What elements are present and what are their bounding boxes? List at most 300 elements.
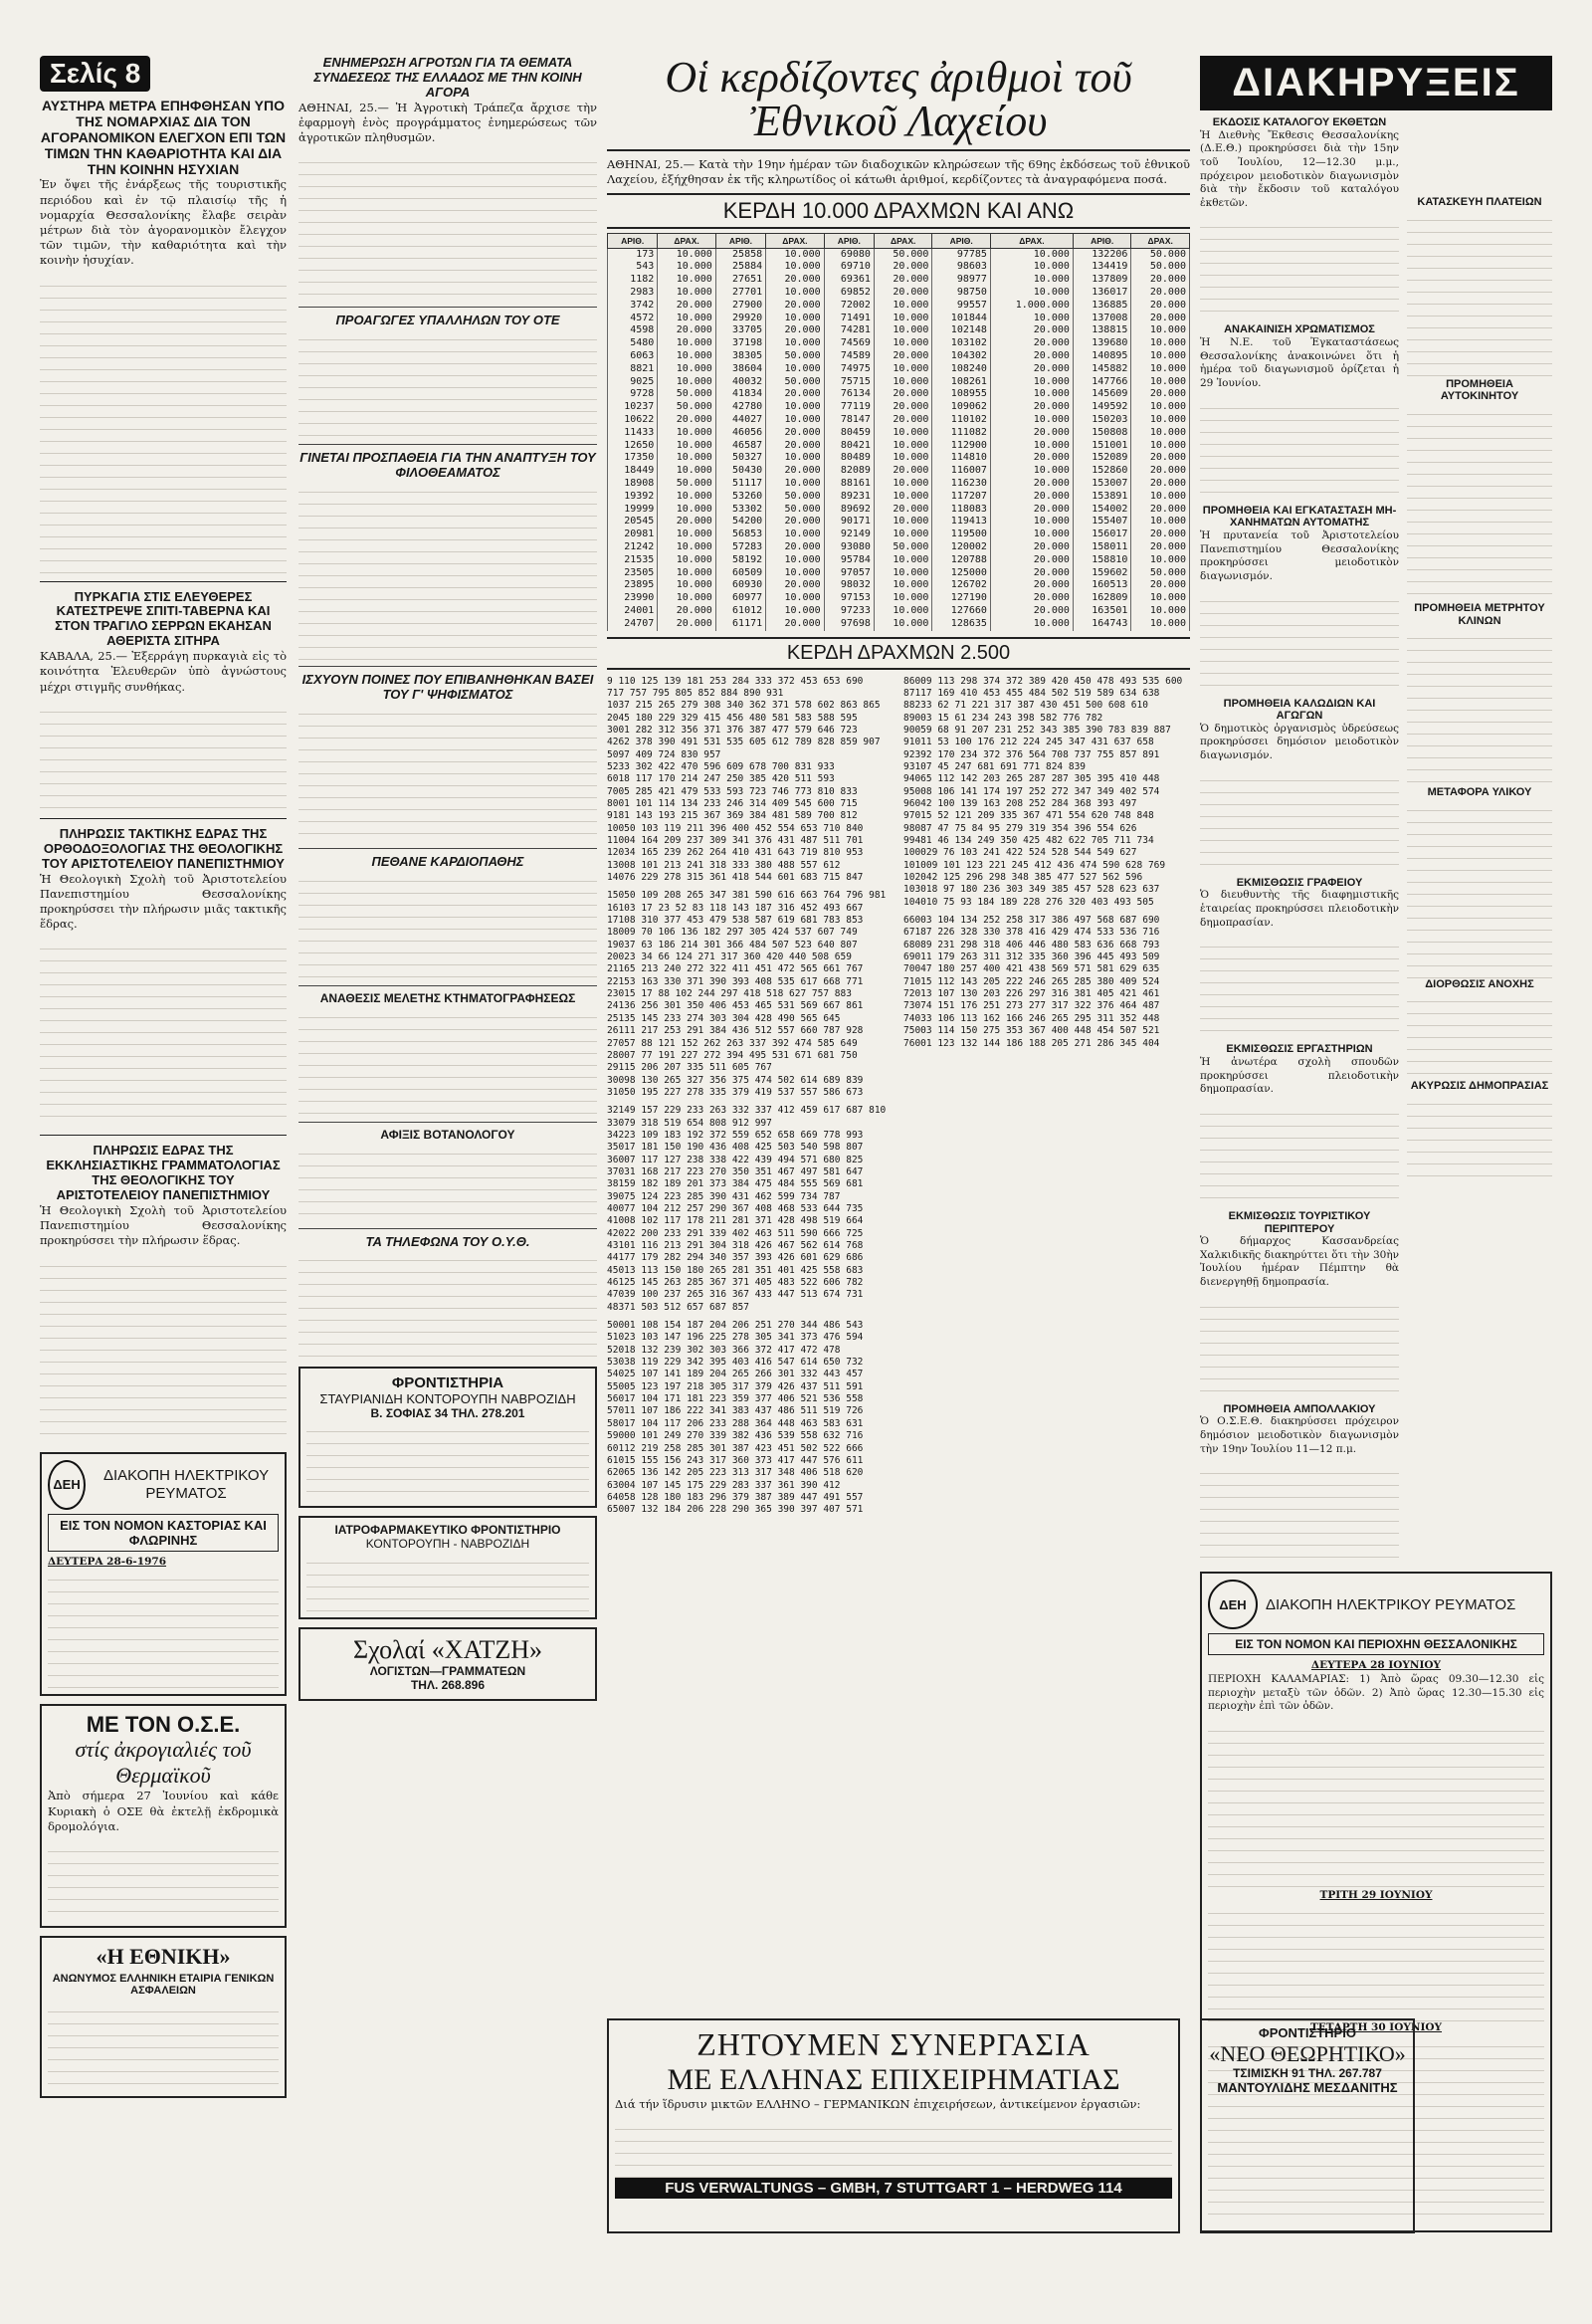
notice-title: ΑΚΥΡΩΣΙΣ ΔΗΜΟΠΡΑΣΙΑΣ xyxy=(1410,1080,1549,1093)
lottery-cell: 10.000 xyxy=(874,363,931,376)
lottery-cell: 90171 xyxy=(824,516,874,528)
lottery-cell: 4598 xyxy=(608,324,658,337)
headline-cardiac: ΠΕΘΑΝΕ ΚΑΡΔΙΟΠΑΘΗΣ xyxy=(371,854,524,870)
lottery-row xyxy=(608,401,1190,414)
lottery-cell: 27701 xyxy=(715,287,765,300)
lottery-cell: 158011 xyxy=(1073,541,1130,554)
headline-chair-theology: ΠΛΗΡΩΣΙΣ ΤΑΚΤΙΚΗΣ ΕΔΡΑΣ ΤΗΣ ΟΡΘΟΔΟΞΟΛΟΓΙΑΣ ΤΗΣ ΘΕΟΛΟΓΙΚΗΣ ΤΟΥ ΑΡΙΣΤΟΤΕΛΕΙΟΥ ΠΑΝΕΠΙΣΤΗΜΙΟΥ xyxy=(42,825,285,871)
frontistiria-title: ΦΡΟΝΤΙΣΤΗΡΙΑ xyxy=(391,1374,504,1392)
lottery-title: Οἱ κερδίζοντες ἀριθμοὶ τοῦ Ἐθνικοῦ Λαχείου xyxy=(607,56,1190,151)
lottery-cell: 10.000 xyxy=(766,287,824,300)
lottery-cell: 10.000 xyxy=(658,363,715,376)
lottery-cell: 60930 xyxy=(715,579,765,592)
column-notices xyxy=(1200,56,1552,2240)
lottery-cell: 10.000 xyxy=(658,491,715,504)
lottery-cell: 10.000 xyxy=(990,248,1073,261)
lottery-cell: 20.000 xyxy=(658,605,715,618)
lottery-cell: 20.000 xyxy=(766,388,824,401)
lottery-k2-title: ΚΕΡΔΗ ΔΡΑΧΜΩΝ 2.500 xyxy=(607,637,1190,670)
ethniki-subtitle: ΑΝΩΝΥΜΟΣ ΕΛΛΗΝΙΚΗ ΕΤΑΙΡΙΑ ΓΕΝΙΚΩΝ ΑΣΦΑΛΕΙΩΝ xyxy=(52,1973,275,1998)
lottery-cell: 10.000 xyxy=(1131,363,1190,376)
lottery-cell: 20.000 xyxy=(766,516,824,528)
lottery-cell: 20.000 xyxy=(990,363,1073,376)
cooperation-subtitle: ΜΕ ΕΛΛΗΝΑΣ ΕΠΙΧΕΙΡΗΜΑΤΙΑΣ xyxy=(667,2063,1120,2096)
lottery-cell: 10.000 xyxy=(874,491,931,504)
lottery-cell: 10.000 xyxy=(990,440,1073,453)
notice-body xyxy=(1200,590,1399,690)
lottery-cell: 50.000 xyxy=(766,491,824,504)
lottery-cell: 97153 xyxy=(824,592,874,605)
lottery-cell: 10.000 xyxy=(874,618,931,631)
lottery-cell: 24707 xyxy=(608,618,658,631)
lottery-cell: 10.000 xyxy=(990,388,1073,401)
lottery-cell: 25858 xyxy=(715,248,765,261)
power-cut-title: ΔΙΑΚΟΠΗ ΗΛΕΚΤΡΙΚΟΥ ΡΕΥΜΑΤΟΣ xyxy=(1266,1595,1516,1613)
lottery-cell: 10.000 xyxy=(766,478,824,491)
power-cut-details xyxy=(1208,1720,1544,1889)
lottery-cell: 18908 xyxy=(608,478,658,491)
headline-cadastre: ΑΝΑΘΕΣΙΣ ΜΕΛΕΤΗΣ ΚΤΗΜΑΤΟΓΡΑΦΗΣΕΩΣ xyxy=(319,990,576,1005)
lottery-cell: 20.000 xyxy=(990,401,1073,414)
lottery-cell: 69361 xyxy=(824,274,874,287)
lottery-cell: 95784 xyxy=(824,554,874,567)
article-text-block xyxy=(298,328,597,438)
lottery-cell: 127660 xyxy=(932,605,990,618)
column-1 xyxy=(40,56,287,2106)
lottery-cell: 20.000 xyxy=(1131,478,1190,491)
lottery-cell: 132206 xyxy=(1073,248,1130,261)
lottery-col-header: ΔΡΑΧ. xyxy=(766,233,824,248)
neo-theoritiko-ad xyxy=(1200,2018,1415,2233)
article-farmers: ΑΘΗΝΑΙ, 25.— Ἡ Ἀγροτικὴ Τράπεζα ἄρχισε τὴν ἐφαρμογὴ ἑνὸς προγράμματος ἐνημερώσεως τῶν ἀγροτικῶν πληθυσμῶν. xyxy=(298,100,597,145)
lottery-cell: 10.000 xyxy=(658,504,715,517)
lottery-row xyxy=(608,350,1190,363)
notice-title: ΔΙΟΡΘΩΣΙΣ ΑΝΟΧΗΣ xyxy=(1425,977,1534,990)
lottery-cell: 20.000 xyxy=(990,605,1073,618)
lottery-cell: 61171 xyxy=(715,618,765,631)
lottery-cell: 38305 xyxy=(715,350,765,363)
lottery-cell: 76134 xyxy=(824,388,874,401)
article-fire: ΚΑΒΑΛΑ, 25.— Ἐξερράγη πυρκαγιὰ εἰς τὸ κοινότητα Ἐλευθερῶν ὑπὸ ἀγνώστους μέχρι στιγμῆς συνθήκας. xyxy=(40,649,287,694)
lottery-cell: 10.000 xyxy=(658,376,715,389)
lottery-cell: 10.000 xyxy=(766,567,824,580)
lottery-cell: 120002 xyxy=(932,541,990,554)
power-cut-day: ΤΕΤΑΡΤΗ 30 ΙΟΥΝΙΟΥ xyxy=(1309,2021,1443,2034)
lottery-cell: 10.000 xyxy=(766,592,824,605)
frontistiria-ad xyxy=(298,1367,597,1508)
lottery-cell: 111082 xyxy=(932,427,990,440)
article-text-block xyxy=(40,1255,287,1444)
lottery-cell: 10.000 xyxy=(874,592,931,605)
lottery-cell: 21242 xyxy=(608,541,658,554)
notice-body: Ἡ Διεθνὴς Ἔκθεσις Θεσσαλονίκης (Δ.Ε.Θ.) προκηρύσσει διὰ τὴν 15ην τοῦ Ἰουλίου, 12—12.30 μ.μ., πρόχειρον μειοδοτικὸν διαγωνισμὸν διὰ τὴν ἔκδοσιν τοῦ καταλόγου ἐκθετῶν. xyxy=(1200,128,1399,209)
lottery-cell: 9728 xyxy=(608,388,658,401)
frontistiria-address: Β. ΣΟΦΙΑΣ 34 ΤΗΛ. 278.201 xyxy=(370,1405,525,1420)
lottery-cell: 20.000 xyxy=(1131,541,1190,554)
lottery-row xyxy=(608,592,1190,605)
lottery-cell: 11433 xyxy=(608,427,658,440)
lottery-cell: 27651 xyxy=(715,274,765,287)
lottery-cell: 158810 xyxy=(1073,554,1130,567)
lottery-cell: 10.000 xyxy=(874,516,931,528)
article-text-block xyxy=(298,1006,597,1116)
lottery-cell: 10.000 xyxy=(658,350,715,363)
lottery-cell: 126702 xyxy=(932,579,990,592)
lottery-cell: 10.000 xyxy=(990,528,1073,541)
lottery-cell: 10.000 xyxy=(1131,592,1190,605)
lottery-cell: 69852 xyxy=(824,287,874,300)
lottery-cell: 119413 xyxy=(932,516,990,528)
lottery-cell: 10.000 xyxy=(990,618,1073,631)
ose-body: Ἀπὸ σήμερα 27 Ἰουνίου καὶ κάθε Κυριακὴ ὁ ΟΣΕ θὰ ἐκτελῇ ἐκδρομικὰ δρομολόγια. xyxy=(48,1789,279,1833)
lottery-cell: 10.000 xyxy=(766,363,824,376)
lottery-cell: 136885 xyxy=(1073,300,1130,313)
lottery-cell: 10.000 xyxy=(658,452,715,465)
lottery-row xyxy=(608,313,1190,325)
lottery-cell: 153007 xyxy=(1073,478,1130,491)
lottery-cell: 10.000 xyxy=(766,313,824,325)
lottery-cell: 3742 xyxy=(608,300,658,313)
lottery-cell: 163501 xyxy=(1073,605,1130,618)
neo-theoritiko-title: ΦΡΟΝΤΙΣΤΗΡΙΟ xyxy=(1259,2025,1356,2040)
lottery-col-header: ΑΡΙΘ. xyxy=(824,233,874,248)
lottery-cell: 153891 xyxy=(1073,491,1130,504)
lottery-cell: 152089 xyxy=(1073,452,1130,465)
lottery-cell: 50430 xyxy=(715,465,765,478)
lottery-cell: 5480 xyxy=(608,337,658,350)
lottery-row xyxy=(608,274,1190,287)
notice-body xyxy=(1407,627,1552,786)
lottery-row xyxy=(608,554,1190,567)
lottery-cell: 20.000 xyxy=(874,274,931,287)
notice-body xyxy=(1200,936,1399,1035)
lottery-cell: 101844 xyxy=(932,313,990,325)
lottery-cell: 10.000 xyxy=(1131,337,1190,350)
lottery-cell: 110102 xyxy=(932,414,990,427)
lottery-cell: 10.000 xyxy=(874,313,931,325)
lottery-cell: 145609 xyxy=(1073,388,1130,401)
lottery-cell: 20.000 xyxy=(874,414,931,427)
lottery-cell: 136017 xyxy=(1073,287,1130,300)
lottery-cell: 97785 xyxy=(932,248,990,261)
lottery-cell: 20.000 xyxy=(990,567,1073,580)
lottery-cell: 46587 xyxy=(715,440,765,453)
notice-title: ΠΡΟΜΗΘΕΙΑ ΚΑΙ ΕΓΚΑΤΑΣΤΑΣΗ ΜΗ-ΧΑΝΗΜΑΤΩΝ ΑΥΤΟΜΑΤΗΣ xyxy=(1202,504,1397,529)
lottery-cell: 20.000 xyxy=(1131,528,1190,541)
lottery-cell: 51117 xyxy=(715,478,765,491)
lottery-cell: 162809 xyxy=(1073,592,1130,605)
lottery-cell: 10.000 xyxy=(1131,618,1190,631)
power-cut-title: ΔΙΑΚΟΠΗ ΗΛΕΚΤΡΙΚΟΥ ΡΕΥΜΑΤΟΣ xyxy=(102,1467,270,1502)
article-text-block xyxy=(298,481,597,660)
ose-title: ΜΕ ΤΟΝ Ο.Σ.Ε. xyxy=(86,1712,241,1738)
lottery-cell: 20.000 xyxy=(1131,300,1190,313)
lottery-cell: 116007 xyxy=(932,465,990,478)
lottery-cell: 57283 xyxy=(715,541,765,554)
lottery-cell: 10.000 xyxy=(658,427,715,440)
iatro-title: ΙΑΤΡΟΦΑΡΜΑΚΕΥΤΙΚΟ ΦΡΟΝΤΙΣΤΗΡΙΟ xyxy=(334,1523,561,1538)
lottery-cell: 10.000 xyxy=(874,300,931,313)
lottery-cell: 50.000 xyxy=(1131,248,1190,261)
lottery-cell: 156017 xyxy=(1073,528,1130,541)
notice-body xyxy=(1200,397,1399,497)
lottery-cell: 92149 xyxy=(824,528,874,541)
neo-theoritiko-name: «ΝΕΟ ΘΕΩΡΗΤΙΚΟ» xyxy=(1209,2040,1406,2066)
notices-list xyxy=(1200,116,1399,1562)
lottery-cell: 10.000 xyxy=(766,452,824,465)
lottery-cell: 75715 xyxy=(824,376,874,389)
lottery-cell: 149592 xyxy=(1073,401,1130,414)
lottery-col-header: ΔΡΑΧ. xyxy=(1131,233,1190,248)
lottery-cell: 10.000 xyxy=(658,261,715,274)
lottery-cell: 97057 xyxy=(824,567,874,580)
notice-body xyxy=(1200,1462,1399,1562)
lottery-cell: 71491 xyxy=(824,313,874,325)
lottery-cell: 10.000 xyxy=(658,567,715,580)
notice-title: ΠΡΟΜΗΘΕΙΑ ΜΕΤΡΗΤΟΥ ΚΛΙΝΩΝ xyxy=(1414,601,1545,627)
lottery-cell: 10622 xyxy=(608,414,658,427)
page-badge: Σελίς 8 xyxy=(40,56,150,92)
lottery-cell: 99557 xyxy=(932,300,990,313)
notice-body xyxy=(1200,216,1399,316)
lottery-row xyxy=(608,452,1190,465)
headline-ouy-phones: ΤΑ ΤΗΛΕΦΩΝΑ ΤΟΥ Ο.Υ.Θ. xyxy=(365,1233,530,1249)
lottery-cell: 10.000 xyxy=(874,554,931,567)
lottery-row xyxy=(608,541,1190,554)
small-wins-block: 32149 157 229 233 263 332 337 412 459 617 687 810 33079 318 519 654 808 912 997 34223 109 183 192 372 559 652 658 669 778 993 35017 181 150 190 436 408 425 503 540 598 807 36007 117 127 238 338 422 439 494 571 680 825 37031 168 217 223 270 350 351 467 497 581 647 38159 182 189 201 373 384 475 484 555 569 681 39075 124 223 285 390 431 462 599 734 787 40077 104 212 257 290 367 408 468 533 644 735 41008 102 117 178 211 281 371 428 498 519 664 42022 200 233 291 339 402 463 511 590 666 725 43101 116 213 291 304 318 426 467 562 614 768 44177 179 282 294 340 357 393 426 601 629 686 45013 113 150 180 265 281 351 401 425 558 683 46125 145 263 285 367 371 405 483 522 606 782 47039 100 237 265 316 367 433 447 513 674 731 48371 503 512 657 687 857 xyxy=(607,1105,887,1313)
lottery-cell: 150808 xyxy=(1073,427,1130,440)
notice-body: Ἡ Ν.Ε. τοῦ Ἐγκαταστάσεως Θεσσαλονίκης ἀνακοινώνει ὅτι ἡ ἡμέρα τοῦ διαγωνισμοῦ ὁρίζεται ἡ 29 Ἰουνίου. xyxy=(1200,336,1399,390)
lottery-cell: 20.000 xyxy=(990,554,1073,567)
headline-botanist: ΑΦΙΞΙΣ ΒΟΤΑΝΟΛΟΓΟΥ xyxy=(380,1127,515,1142)
lottery-cell: 50.000 xyxy=(874,541,931,554)
lottery-cell: 80421 xyxy=(824,440,874,453)
headline-penalties: ΙΣΧΥΟΥΝ ΠΟΙΝΕΣ ΠΟΥ ΕΠΙΒΑΝΗΘΗΚΑΝ ΒΑΣΕΙ ΤΟΥ Γ' ΨΗΦΙΣΜΑΤΟΣ xyxy=(301,672,594,703)
lottery-cell: 10.000 xyxy=(874,528,931,541)
lottery-cell: 60977 xyxy=(715,592,765,605)
notice-body xyxy=(1407,990,1552,1080)
lottery-row xyxy=(608,605,1190,618)
article-text-block xyxy=(298,1143,597,1222)
notice-title: ΕΚΜΙΣΘΩΣΙΣ ΕΡΓΑΣΤΗΡΙΩΝ xyxy=(1226,1043,1373,1056)
lottery-cell: 10.000 xyxy=(990,287,1073,300)
lottery-cell: 112900 xyxy=(932,440,990,453)
lottery-cell: 20.000 xyxy=(874,401,931,414)
lottery-cell: 20.000 xyxy=(874,287,931,300)
lottery-cell: 119500 xyxy=(932,528,990,541)
lottery-cell: 50.000 xyxy=(766,504,824,517)
notice-body xyxy=(1407,1093,1552,1182)
lottery-cell: 10.000 xyxy=(874,567,931,580)
lottery-cell: 50.000 xyxy=(766,350,824,363)
lottery-row xyxy=(608,363,1190,376)
lottery-cell: 20.000 xyxy=(1131,504,1190,517)
lottery-row xyxy=(608,337,1190,350)
lottery-row xyxy=(608,579,1190,592)
lottery-cell: 41834 xyxy=(715,388,765,401)
lottery-cell: 29920 xyxy=(715,313,765,325)
lottery-cell: 42780 xyxy=(715,401,765,414)
hatzi-title: Σχολαί «ΧΑΤΖΗ» xyxy=(352,1635,543,1665)
small-wins-block: 50001 108 154 187 204 206 251 270 344 486 543 51023 103 147 196 225 278 305 341 373 476 594 52018 132 239 302 303 366 372 417 472 478 53038 119 229 342 395 403 416 547 614 650 732 54025 107 141 189 204 265 266 301 332 443 457 55005 123 197 218 305 317 379 426 437 511 591 56017 104 171 181 223 359 377 406 521 536 558 57011 107 186 222 341 383 437 486 511 519 726 58017 104 117 206 233 288 364 448 463 583 631 59000 101 249 270 339 382 436 539 558 632 716 60112 219 258 285 301 387 423 451 502 522 666 61015 155 156 243 317 360 373 417 447 576 611 62065 136 142 205 223 313 317 348 406 518 620 63004 107 145 175 229 283 337 361 390 412 64058 128 180 183 296 379 387 389 447 491 557 65007 132 184 206 228 290 365 390 397 407 571 xyxy=(607,1320,864,1516)
lottery-cell: 20.000 xyxy=(766,579,824,592)
lottery-cell: 38604 xyxy=(715,363,765,376)
notice-body xyxy=(1200,1296,1399,1395)
lottery-cell: 102148 xyxy=(932,324,990,337)
lottery-row xyxy=(608,567,1190,580)
power-cut-day: ΤΡΙΤΗ 29 ΙΟΥΝΙΟΥ xyxy=(1319,1888,1433,1901)
lottery-cell: 20.000 xyxy=(990,324,1073,337)
power-cut-day: ΔΕΥΤΕΡΑ 28 ΙΟΥΝΙΟΥ xyxy=(1310,1659,1442,1672)
lottery-col-header: ΑΡΙΘ. xyxy=(932,233,990,248)
ose-details xyxy=(48,1840,279,1920)
lottery-cell: 20.000 xyxy=(658,324,715,337)
lottery-cell: 21535 xyxy=(608,554,658,567)
notice-body xyxy=(1407,403,1552,602)
neo-theoritiko-names: ΜΑΝΤΟΥΛΙΔΗΣ ΜΕΣΔΑΝΙΤΗΣ xyxy=(1217,2079,1398,2095)
article-text-block xyxy=(298,1249,597,1359)
lottery-cell: 108240 xyxy=(932,363,990,376)
lottery-cell: 128635 xyxy=(932,618,990,631)
lottery-cell: 137809 xyxy=(1073,274,1130,287)
lottery-cell: 20.000 xyxy=(874,388,931,401)
notice-title: ΜΕΤΑΦΟΡΑ ΥΛΙΚΟΥ xyxy=(1427,786,1532,799)
lottery-cell: 8821 xyxy=(608,363,658,376)
lottery-cell: 46056 xyxy=(715,427,765,440)
lottery-cell: 23990 xyxy=(608,592,658,605)
lottery-cell: 20.000 xyxy=(658,516,715,528)
lottery-cell: 20981 xyxy=(608,528,658,541)
lottery-cell: 134419 xyxy=(1073,261,1130,274)
lottery-row xyxy=(608,504,1190,517)
lottery-cell: 10.000 xyxy=(658,541,715,554)
small-wins-block: 9 110 125 139 181 253 284 333 372 453 653 690 717 757 795 805 852 884 890 931 1037 215 265 279 308 340 362 371 578 602 863 865 2045 180 229 329 415 456 480 581 583 588 595 3001 282 312 356 371 376 387 477 579 646 723 4262 378 390 491 531 535 605 612 789 828 859 907 5097 409 724 830 957 5233 302 422 470 596 609 678 700 831 933 6018 117 170 214 247 250 385 420 511 593 7005 285 421 479 533 593 723 746 773 810 833 8001 101 114 134 233 246 314 409 545 600 715 9181 143 193 215 367 369 384 481 589 700 812 10050 103 119 211 396 400 452 554 653 710 840 11004 164 209 237 309 341 376 431 487 511 701 12034 165 239 262 264 410 431 643 719 810 953 13008 101 213 241 318 333 380 488 557 612 14076 229 278 315 361 418 544 601 683 715 847 xyxy=(607,675,881,884)
lottery-cell: 10.000 xyxy=(1131,491,1190,504)
lottery-cell: 12650 xyxy=(608,440,658,453)
notices-right xyxy=(1407,116,1552,1562)
lottery-cell: 10.000 xyxy=(658,592,715,605)
lottery-cell: 10.000 xyxy=(874,427,931,440)
lottery-cell: 20.000 xyxy=(990,579,1073,592)
lottery-cell: 20.000 xyxy=(874,261,931,274)
lottery-cell: 20.000 xyxy=(766,618,824,631)
lottery-cell: 10.000 xyxy=(766,414,824,427)
lottery-col-header: ΔΡΑΧ. xyxy=(990,233,1073,248)
lottery-cell: 139680 xyxy=(1073,337,1130,350)
lottery-cell: 10.000 xyxy=(766,261,824,274)
lottery-cell: 98032 xyxy=(824,579,874,592)
lottery-cell: 127190 xyxy=(932,592,990,605)
lottery-cell: 20.000 xyxy=(1131,452,1190,465)
lottery-small-wins xyxy=(607,676,1190,1517)
lottery-cell: 27900 xyxy=(715,300,765,313)
ethniki-details xyxy=(48,2001,279,2090)
notice-body: Ὁ διευθυντὴς τῆς διαφημιστικῆς ἑταιρείας προκηρύσσει πλειοδοτικὴν δημοπρασίαν. xyxy=(1200,889,1399,929)
lottery-cell: 10.000 xyxy=(658,440,715,453)
lottery-row xyxy=(608,478,1190,491)
lottery-cell: 108261 xyxy=(932,376,990,389)
lottery-cell: 108955 xyxy=(932,388,990,401)
lottery-cell: 20.000 xyxy=(1131,388,1190,401)
article-text-block xyxy=(40,938,287,1127)
lottery-cell: 98603 xyxy=(932,261,990,274)
lottery-cell: 98977 xyxy=(932,274,990,287)
lottery-cell: 10.000 xyxy=(990,516,1073,528)
lottery-cell: 20.000 xyxy=(1131,274,1190,287)
lottery-row xyxy=(608,248,1190,261)
lottery-cell: 10.000 xyxy=(1131,324,1190,337)
notice-body xyxy=(1407,799,1552,978)
notice-body xyxy=(1407,209,1552,378)
lottery-cell: 10.000 xyxy=(658,579,715,592)
lottery-cell: 61012 xyxy=(715,605,765,618)
lottery-cell: 72002 xyxy=(824,300,874,313)
small-wins-block: 86009 113 298 374 372 389 420 450 478 493 535 600 87117 169 410 453 455 484 502 519 589 634 638 88233 62 71 221 317 387 430 451 500 608 610 89003 15 61 234 243 398 582 776 782 90059 68 91 207 231 252 343 385 390 783 839 887 91011 53 100 176 212 224 245 347 431 637 658 92392 170 234 372 376 564 708 737 755 857 891 93107 45 247 681 691 771 824 839 94065 112 142 203 265 287 287 305 395 410 448 95008 106 141 174 197 252 272 347 349 402 574 96042 100 139 163 208 252 284 368 393 497 97015 52 121 209 335 367 471 554 620 748 848 98087 47 75 84 95 279 319 354 396 554 626 99481 46 134 249 350 425 482 622 705 711 734 100029 76 103 241 422 524 528 544 549 627 101009 101 123 221 245 412 436 474 590 628 769 102042 125 296 298 348 385 477 527 562 596 103018 97 180 236 303 349 385 457 528 623 637 104010 75 93 184 189 228 276 320 403 493 505 xyxy=(903,675,1183,908)
lottery-cell: 77119 xyxy=(824,401,874,414)
lottery-cell: 20.000 xyxy=(990,427,1073,440)
lottery-cell: 103102 xyxy=(932,337,990,350)
lottery-cell: 78147 xyxy=(824,414,874,427)
lottery-cell: 89231 xyxy=(824,491,874,504)
power-cut-box-kastoria xyxy=(40,1452,287,1697)
lottery-cell: 80489 xyxy=(824,452,874,465)
lottery-section xyxy=(607,53,1190,1517)
lottery-cell: 56853 xyxy=(715,528,765,541)
lottery-cell: 19392 xyxy=(608,491,658,504)
lottery-cell: 89692 xyxy=(824,504,874,517)
lottery-row xyxy=(608,261,1190,274)
lottery-cell: 20.000 xyxy=(766,440,824,453)
lottery-cell: 20.000 xyxy=(766,300,824,313)
lottery-cell: 69710 xyxy=(824,261,874,274)
lottery-cell: 50327 xyxy=(715,452,765,465)
article-text-block xyxy=(298,151,597,301)
power-cut-details xyxy=(1208,1902,1544,2021)
lottery-row xyxy=(608,300,1190,313)
lottery-cell: 20.000 xyxy=(990,592,1073,605)
lottery-cell: 20.000 xyxy=(658,618,715,631)
power-cut-region: ΕΙΣ ΤΟΝ ΝΟΜΟΝ ΚΑΣΤΟΡΙΑΣ ΚΑΙ ΦΛΩΡΙΝΗΣ xyxy=(48,1514,279,1552)
notice-body: Ὁ δήμαρχος Κασσανδρείας Χαλκιδικῆς διακηρύττει ὅτι τὴν 30ὴν Ἰουλίου ἡμέραν Πέμπτην θὰ διενεργηθῇ δημοπρασία. xyxy=(1200,1235,1399,1289)
lottery-cell: 74281 xyxy=(824,324,874,337)
headline-chair-literature: ΠΛΗΡΩΣΙΣ ΕΔΡΑΣ ΤΗΣ ΕΚΚΛΗΣΙΑΣΤΙΚΗΣ ΓΡΑΜΜΑΤΟΛΟΓΙΑΣ ΤΗΣ ΘΕΟΛΟΓΙΚΗΣ ΤΟΥ ΑΡΙΣΤΟΤΕΛΕΙΟΥ ΠΑΝΕΠΙΣΤΗΜΙΟΥ xyxy=(46,1143,281,1203)
lottery-cell: 10.000 xyxy=(766,248,824,261)
cooperation-details xyxy=(615,2118,1172,2178)
lottery-row xyxy=(608,440,1190,453)
lottery-cell: 50.000 xyxy=(658,388,715,401)
article-text-block xyxy=(40,701,287,810)
notice-title: ΑΝΑΚΑΙΝΙΣΗ ΧΡΩΜΑΤΙΣΜΟΣ xyxy=(1224,323,1375,336)
article-text-block xyxy=(298,703,597,842)
lottery-cell: 97698 xyxy=(824,618,874,631)
lottery-cell: 10.000 xyxy=(658,528,715,541)
lottery-cell: 44027 xyxy=(715,414,765,427)
lottery-cell: 74569 xyxy=(824,337,874,350)
lottery-cell: 173 xyxy=(608,248,658,261)
hatzi-subtitle: ΛΟΓΙΣΤΩΝ—ΓΡΑΜΜΑΤΕΩΝ xyxy=(369,1664,526,1679)
lottery-cell: 88161 xyxy=(824,478,874,491)
lottery-cell: 20.000 xyxy=(658,300,715,313)
lottery-cell: 109062 xyxy=(932,401,990,414)
cooperation-address: FUS VERWALTUNGS – GMBH, 7 STUTTGART 1 – HERDWEG 114 xyxy=(615,2178,1172,2199)
lottery-cell: 60509 xyxy=(715,567,765,580)
headline-fire: ΠΥΡΚΑΓΙΑ ΣΤΙΣ ΕΛΕΥΘΕΡΕΣ ΚΑΤΕΣΤΡΕΨΕ ΣΠΙΤΙ-ΤΑΒΕΡΝΑ ΚΑΙ ΣΤΟΝ ΤΡΑΓΙΛΟ ΣΕΡΡΩΝ ΕΚΑΗΣΑΝ ΑΘΕΡΙΣΤΑ ΣΙΤΗΡΑ xyxy=(55,588,272,649)
notice-title: ΠΡΟΜΗΘΕΙΑ ΚΑΛΩΔΙΩΝ ΚΑΙ ΑΓΩΓΩΝ xyxy=(1223,697,1376,723)
lottery-cell: 20.000 xyxy=(874,350,931,363)
lottery-cell: 137008 xyxy=(1073,313,1130,325)
lottery-intro: ΑΘΗΝΑΙ, 25.— Κατὰ τὴν 19ην ἡμέραν τῶν διαδοχικῶν κληρώσεων τῆς 69ης ἐκδόσεως τοῦ ἐθνικοῦ Λαχείου, ἐξήχθησαν ἐκ τῆς κληρωτίδος οἱ κάτωθι ἀριθμοί, κερδίζοντες τὰ ἀναγραφόμενα ποσά. xyxy=(607,157,1190,187)
notices-title: ΔΙΑΚΗΡΥΞΕΙΣ xyxy=(1200,56,1552,110)
